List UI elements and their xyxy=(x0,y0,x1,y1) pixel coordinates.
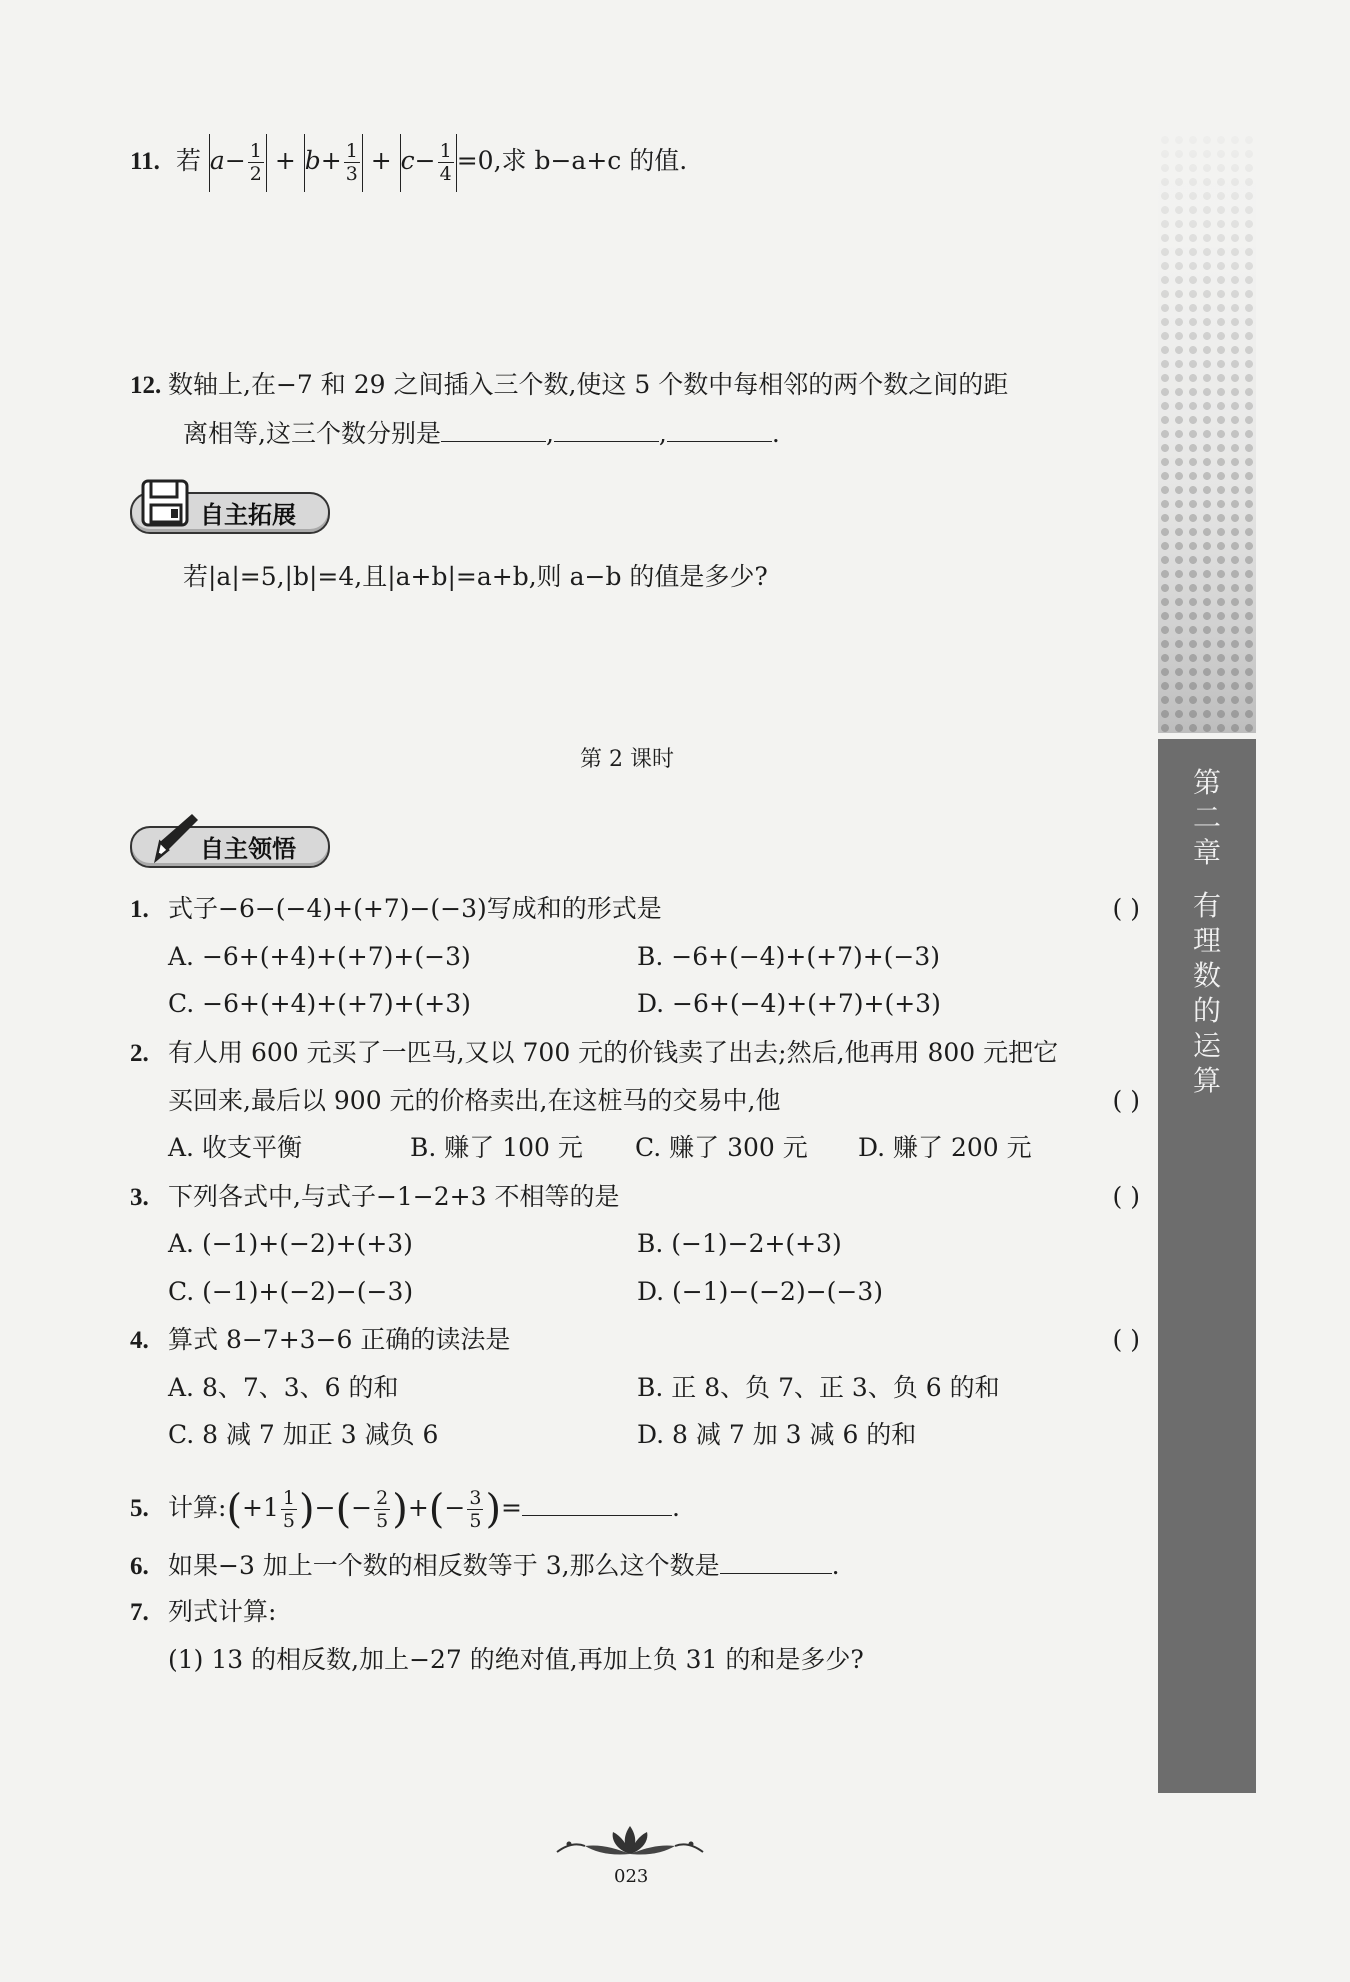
chapter-char: 有 xyxy=(1192,889,1221,922)
question-3 xyxy=(130,1180,1140,1214)
question-number: 1. xyxy=(130,896,149,923)
section-label: 自主领悟 xyxy=(200,835,296,863)
chapter-char: 理 xyxy=(1192,924,1221,957)
fountain-pen-icon xyxy=(144,810,202,864)
chapter-char: 算 xyxy=(1192,1064,1221,1097)
fraction xyxy=(248,140,264,185)
answer-blank[interactable] xyxy=(441,415,546,442)
question-4 xyxy=(130,1323,1140,1357)
question-text: 离相等,这三个数分别是 xyxy=(183,419,441,448)
abs-bar xyxy=(362,134,363,192)
paren: ) xyxy=(299,1486,315,1533)
option-d[interactable]: D. −6+(−4)+(+7)+(+3) xyxy=(637,989,941,1018)
numerator: 1 xyxy=(282,1487,295,1509)
answer-paren[interactable]: ( ) xyxy=(1112,894,1140,923)
option-c[interactable]: C. −6+(+4)+(+7)+(+3) xyxy=(168,989,471,1018)
chapter-char: 第 xyxy=(1192,766,1221,799)
question-5 xyxy=(130,1478,680,1540)
paren: ( xyxy=(335,1486,352,1533)
chapter-char: 的 xyxy=(1192,994,1221,1027)
question-text: 列式计算: xyxy=(168,1597,277,1626)
question-number: 5. xyxy=(130,1495,149,1522)
question-text: 式子−6−(−4)+(+7)−(−3)写成和的形式是 xyxy=(168,894,662,923)
question-number: 4. xyxy=(130,1327,149,1354)
question-number: 6. xyxy=(130,1553,149,1580)
question-number: 12. xyxy=(130,372,162,399)
sign: − xyxy=(444,1493,466,1522)
operator: + xyxy=(320,146,342,175)
option-c[interactable]: C. 8 减 7 加正 3 减负 6 xyxy=(168,1420,439,1449)
sidebar-chapter-tab xyxy=(1158,739,1256,1793)
question-2 xyxy=(130,1036,1140,1070)
question-number: 3. xyxy=(130,1184,149,1211)
question-1 xyxy=(130,892,1140,926)
denominator: 3 xyxy=(345,163,358,185)
var-c: c xyxy=(400,146,415,175)
denominator: 4 xyxy=(439,163,452,185)
sidebar-halftone-decoration xyxy=(1158,133,1256,733)
chapter-sidebar xyxy=(1158,133,1256,1793)
option-c[interactable]: C. (−1)+(−2)−(−3) xyxy=(168,1277,414,1306)
fraction xyxy=(467,1487,483,1532)
chapter-char: 运 xyxy=(1192,1029,1221,1062)
question-number: 2. xyxy=(130,1040,149,1067)
question-6 xyxy=(130,1547,840,1584)
chapter-char: 二 xyxy=(1192,801,1221,834)
numerator: 3 xyxy=(469,1487,482,1509)
denominator: 5 xyxy=(469,1510,482,1532)
var-b: b xyxy=(304,146,321,175)
answer-paren[interactable]: ( ) xyxy=(1112,1182,1140,1211)
question-text: 若 xyxy=(175,146,201,175)
option-b[interactable]: B. −6+(−4)+(+7)+(−3) xyxy=(637,942,941,971)
question-text: 有人用 600 元买了一匹马,又以 700 元的价钱卖了出去;然后,他再用 800 元把它 xyxy=(168,1038,1059,1067)
numerator: 1 xyxy=(249,140,262,162)
fraction xyxy=(374,1487,390,1532)
option-b[interactable]: B. 赚了 100 元 xyxy=(410,1133,583,1162)
lesson-title: 第 2 课时 xyxy=(580,747,674,772)
fraction xyxy=(438,140,454,185)
option-a[interactable]: A. 8、7、3、6 的和 xyxy=(168,1373,399,1402)
option-c[interactable]: C. 赚了 300 元 xyxy=(635,1133,808,1162)
option-b[interactable]: B. 正 8、负 7、正 3、负 6 的和 xyxy=(637,1373,1000,1402)
question-number: 7. xyxy=(130,1599,149,1626)
denominator: 5 xyxy=(376,1510,389,1532)
option-d[interactable]: D. 赚了 200 元 xyxy=(858,1133,1032,1162)
operator: + xyxy=(370,146,392,175)
chapter-char: 章 xyxy=(1192,836,1221,869)
answer-blank[interactable] xyxy=(667,415,772,442)
fraction xyxy=(281,1487,297,1532)
option-d[interactable]: D. (−1)−(−2)−(−3) xyxy=(637,1277,884,1306)
answer-blank[interactable] xyxy=(554,415,659,442)
var-a: a xyxy=(209,146,225,175)
question-12 xyxy=(130,368,1008,403)
operator: − xyxy=(414,146,436,175)
fraction xyxy=(344,140,360,185)
question-2-line2 xyxy=(168,1084,1140,1118)
operator: − xyxy=(224,146,246,175)
option-d[interactable]: D. 8 减 7 加 3 减 6 的和 xyxy=(637,1420,917,1449)
question-7-sub1: (1) 13 的相反数,加上−27 的绝对值,再加上负 31 的和是多少? xyxy=(168,1645,864,1674)
numerator: 1 xyxy=(345,140,358,162)
operator: − xyxy=(314,1493,336,1522)
paren: ) xyxy=(392,1486,408,1533)
operator: + xyxy=(407,1493,429,1522)
floral-ornament-icon xyxy=(555,1822,705,1860)
question-text: =0,求 b−a+c 的值. xyxy=(456,146,688,175)
denominator: 2 xyxy=(249,163,262,185)
abs-bar xyxy=(266,134,267,192)
page-number: 023 xyxy=(614,1866,649,1887)
question-text: 买回来,最后以 900 元的价格卖出,在这桩马的交易中,他 xyxy=(168,1086,781,1115)
option-b[interactable]: B. (−1)−2+(+3) xyxy=(637,1229,842,1258)
whole-number: +1 xyxy=(242,1493,279,1522)
punctuation: . xyxy=(771,419,780,448)
answer-paren[interactable]: ( ) xyxy=(1112,1325,1140,1354)
question-number: 11. xyxy=(130,148,160,175)
question-text: 如果−3 加上一个数的相反数等于 3,那么这个数是 xyxy=(168,1551,720,1580)
option-a[interactable]: A. −6+(+4)+(+7)+(−3) xyxy=(168,942,471,971)
paren: ( xyxy=(226,1486,243,1533)
question-12-line2 xyxy=(183,415,780,451)
answer-blank[interactable] xyxy=(522,1489,672,1516)
punctuation: . xyxy=(831,1551,840,1580)
question-text: 算式 8−7+3−6 正确的读法是 xyxy=(168,1325,511,1354)
numerator: 1 xyxy=(439,140,452,162)
separator: , xyxy=(658,419,667,448)
paren: ) xyxy=(485,1486,502,1533)
section-header-extend xyxy=(130,478,330,538)
question-text: 数轴上,在−7 和 29 之间插入三个数,使这 5 个数中每相邻的两个数之间的距 xyxy=(168,370,1009,399)
chapter-char: 数 xyxy=(1192,959,1221,992)
answer-paren[interactable]: ( ) xyxy=(1112,1086,1140,1115)
separator: , xyxy=(545,419,554,448)
operator: + xyxy=(274,146,296,175)
sign: − xyxy=(351,1493,373,1522)
question-text: 下列各式中,与式子−1−2+3 不相等的是 xyxy=(168,1182,620,1211)
paren: ( xyxy=(428,1486,445,1533)
chapter-title-vertical xyxy=(1158,765,1256,1098)
option-a[interactable]: A. 收支平衡 xyxy=(168,1133,302,1162)
question-11 xyxy=(130,132,687,192)
denominator: 5 xyxy=(282,1510,295,1532)
punctuation: . xyxy=(672,1493,680,1522)
extend-question xyxy=(183,560,768,594)
answer-blank[interactable] xyxy=(720,1547,832,1574)
question-text: 若|a|=5,|b|=4,且|a+b|=a+b,则 a−b 的值是多少? xyxy=(183,562,768,591)
floppy-disk-icon xyxy=(140,478,192,528)
question-text: 计算: xyxy=(168,1493,227,1522)
operator: = xyxy=(501,1493,522,1522)
question-7 xyxy=(130,1595,276,1630)
section-header-learn xyxy=(130,812,330,872)
option-a[interactable]: A. (−1)+(−2)+(+3) xyxy=(168,1229,413,1258)
section-label: 自主拓展 xyxy=(200,501,296,529)
numerator: 2 xyxy=(376,1487,389,1509)
